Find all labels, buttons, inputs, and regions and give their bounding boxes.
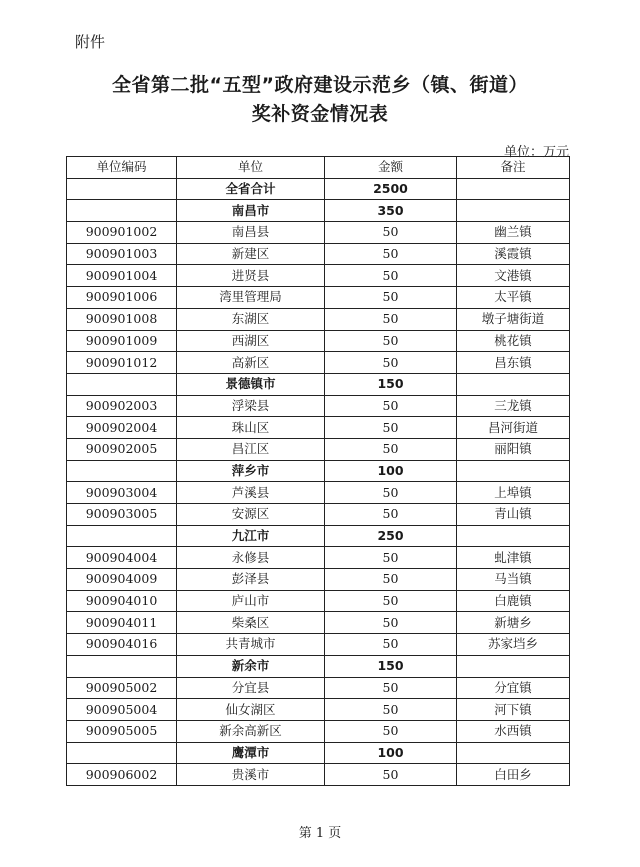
cell-remark: 太平镇 <box>457 287 570 309</box>
cell-code <box>67 742 177 764</box>
table-row <box>67 395 570 417</box>
cell-unit: 新建区 <box>177 243 325 265</box>
cell-remark: 苏家垱乡 <box>457 634 570 656</box>
cell-amount: 50 <box>325 590 457 612</box>
cell-remark: 马当镇 <box>457 569 570 591</box>
cell-unit: 湾里管理局 <box>177 287 325 309</box>
cell-unit: 萍乡市 <box>177 460 325 482</box>
cell-unit: 南昌县 <box>177 222 325 244</box>
cell-code <box>67 178 177 200</box>
subtotal-row <box>67 200 570 222</box>
cell-remark: 白鹿镇 <box>457 590 570 612</box>
table-row <box>67 417 570 439</box>
header-unit: 单位 <box>177 157 325 179</box>
cell-remark: 溪霞镇 <box>457 243 570 265</box>
cell-unit: 共青城市 <box>177 634 325 656</box>
cell-code: 900901002 <box>67 222 177 244</box>
cell-amount: 100 <box>325 460 457 482</box>
cell-unit: 柴桑区 <box>177 612 325 634</box>
cell-remark <box>457 525 570 547</box>
cell-remark: 青山镇 <box>457 504 570 526</box>
cell-amount: 50 <box>325 417 457 439</box>
cell-amount: 50 <box>325 222 457 244</box>
table-row <box>67 265 570 287</box>
cell-remark <box>457 200 570 222</box>
cell-unit: 分宜县 <box>177 677 325 699</box>
cell-code <box>67 373 177 395</box>
header-amount: 金额 <box>325 157 457 179</box>
cell-code: 900903004 <box>67 482 177 504</box>
attachment-label: 附件 <box>75 33 106 51</box>
table-row <box>67 764 570 786</box>
cell-amount: 150 <box>325 655 457 677</box>
cell-code: 900901009 <box>67 330 177 352</box>
table-row <box>67 634 570 656</box>
cell-remark: 上埠镇 <box>457 482 570 504</box>
cell-unit: 景德镇市 <box>177 373 325 395</box>
cell-amount: 50 <box>325 308 457 330</box>
cell-unit: 昌江区 <box>177 438 325 460</box>
table-row <box>67 222 570 244</box>
table-row <box>67 720 570 742</box>
cell-unit: 安源区 <box>177 504 325 526</box>
cell-unit: 进贤县 <box>177 265 325 287</box>
cell-amount: 50 <box>325 287 457 309</box>
cell-remark: 白田乡 <box>457 764 570 786</box>
cell-amount: 150 <box>325 373 457 395</box>
cell-remark: 河下镇 <box>457 699 570 721</box>
table-row <box>67 677 570 699</box>
cell-amount: 50 <box>325 352 457 374</box>
document-subtitle: 奖补资金情况表 <box>251 103 389 125</box>
cell-code <box>67 460 177 482</box>
cell-code: 900901003 <box>67 243 177 265</box>
unit-note: 单位：万元 <box>503 145 569 160</box>
cell-amount: 250 <box>325 525 457 547</box>
funding-table <box>66 156 570 786</box>
cell-remark: 桃花镇 <box>457 330 570 352</box>
subtotal-row <box>67 525 570 547</box>
cell-unit: 珠山区 <box>177 417 325 439</box>
cell-unit: 西湖区 <box>177 330 325 352</box>
table-row <box>67 438 570 460</box>
cell-unit: 南昌市 <box>177 200 325 222</box>
cell-unit: 鹰潭市 <box>177 742 325 764</box>
table-row <box>67 699 570 721</box>
page-number: 第 1 页 <box>298 826 342 841</box>
cell-unit: 新余市 <box>177 655 325 677</box>
cell-amount: 50 <box>325 438 457 460</box>
cell-amount: 50 <box>325 504 457 526</box>
cell-unit: 浮梁县 <box>177 395 325 417</box>
table-row <box>67 504 570 526</box>
cell-amount: 50 <box>325 569 457 591</box>
cell-amount: 50 <box>325 395 457 417</box>
cell-remark: 墩子塘街道 <box>457 308 570 330</box>
cell-amount: 50 <box>325 330 457 352</box>
cell-remark: 昌东镇 <box>457 352 570 374</box>
table-body <box>67 178 570 785</box>
cell-unit: 新余高新区 <box>177 720 325 742</box>
cell-code: 900904004 <box>67 547 177 569</box>
cell-remark: 新塘乡 <box>457 612 570 634</box>
cell-unit: 芦溪县 <box>177 482 325 504</box>
document-title: 全省第二批“五型”政府建设示范乡（镇、街道） <box>112 74 528 96</box>
cell-unit: 庐山市 <box>177 590 325 612</box>
cell-unit: 永修县 <box>177 547 325 569</box>
cell-code: 900901006 <box>67 287 177 309</box>
cell-amount: 50 <box>325 699 457 721</box>
cell-amount: 50 <box>325 720 457 742</box>
cell-code: 900901004 <box>67 265 177 287</box>
cell-remark: 三龙镇 <box>457 395 570 417</box>
cell-remark: 昌河街道 <box>457 417 570 439</box>
cell-unit: 全省合计 <box>177 178 325 200</box>
cell-amount: 50 <box>325 482 457 504</box>
cell-unit: 仙女湖区 <box>177 699 325 721</box>
cell-remark <box>457 460 570 482</box>
cell-code <box>67 525 177 547</box>
cell-remark <box>457 655 570 677</box>
cell-code: 900902005 <box>67 438 177 460</box>
table-row <box>67 287 570 309</box>
cell-remark: 丽阳镇 <box>457 438 570 460</box>
cell-code: 900901012 <box>67 352 177 374</box>
subtotal-row <box>67 742 570 764</box>
header-code: 单位编码 <box>67 157 177 179</box>
cell-remark: 虬津镇 <box>457 547 570 569</box>
cell-code: 900902004 <box>67 417 177 439</box>
table-row <box>67 590 570 612</box>
subtotal-row <box>67 655 570 677</box>
cell-code: 900905005 <box>67 720 177 742</box>
cell-amount: 2500 <box>325 178 457 200</box>
cell-code: 900906002 <box>67 764 177 786</box>
cell-remark <box>457 742 570 764</box>
cell-code: 900904016 <box>67 634 177 656</box>
cell-amount: 50 <box>325 243 457 265</box>
cell-unit: 高新区 <box>177 352 325 374</box>
header-remark: 备注 <box>457 157 570 179</box>
cell-remark: 分宜镇 <box>457 677 570 699</box>
cell-amount: 50 <box>325 764 457 786</box>
cell-remark: 幽兰镇 <box>457 222 570 244</box>
table-row <box>67 482 570 504</box>
table-row <box>67 612 570 634</box>
cell-remark <box>457 178 570 200</box>
table-row <box>67 352 570 374</box>
cell-remark: 文港镇 <box>457 265 570 287</box>
cell-amount: 50 <box>325 265 457 287</box>
table-row <box>67 308 570 330</box>
cell-code: 900904010 <box>67 590 177 612</box>
table-row <box>67 243 570 265</box>
cell-unit: 彭泽县 <box>177 569 325 591</box>
cell-code: 900905004 <box>67 699 177 721</box>
subtotal-row <box>67 373 570 395</box>
table-row <box>67 330 570 352</box>
table-row <box>67 547 570 569</box>
cell-remark <box>457 373 570 395</box>
cell-amount: 350 <box>325 200 457 222</box>
cell-code: 900901008 <box>67 308 177 330</box>
cell-amount: 50 <box>325 547 457 569</box>
table-row <box>67 569 570 591</box>
cell-code: 900902003 <box>67 395 177 417</box>
cell-code <box>67 655 177 677</box>
cell-unit: 九江市 <box>177 525 325 547</box>
cell-code <box>67 200 177 222</box>
cell-unit: 东湖区 <box>177 308 325 330</box>
cell-amount: 50 <box>325 612 457 634</box>
cell-amount: 50 <box>325 634 457 656</box>
cell-code: 900904009 <box>67 569 177 591</box>
cell-amount: 100 <box>325 742 457 764</box>
subtotal-row <box>67 178 570 200</box>
cell-remark: 水西镇 <box>457 720 570 742</box>
cell-code: 900904011 <box>67 612 177 634</box>
cell-amount: 50 <box>325 677 457 699</box>
table-header-row <box>67 157 570 179</box>
cell-code: 900903005 <box>67 504 177 526</box>
subtotal-row <box>67 460 570 482</box>
cell-unit: 贵溪市 <box>177 764 325 786</box>
cell-code: 900905002 <box>67 677 177 699</box>
